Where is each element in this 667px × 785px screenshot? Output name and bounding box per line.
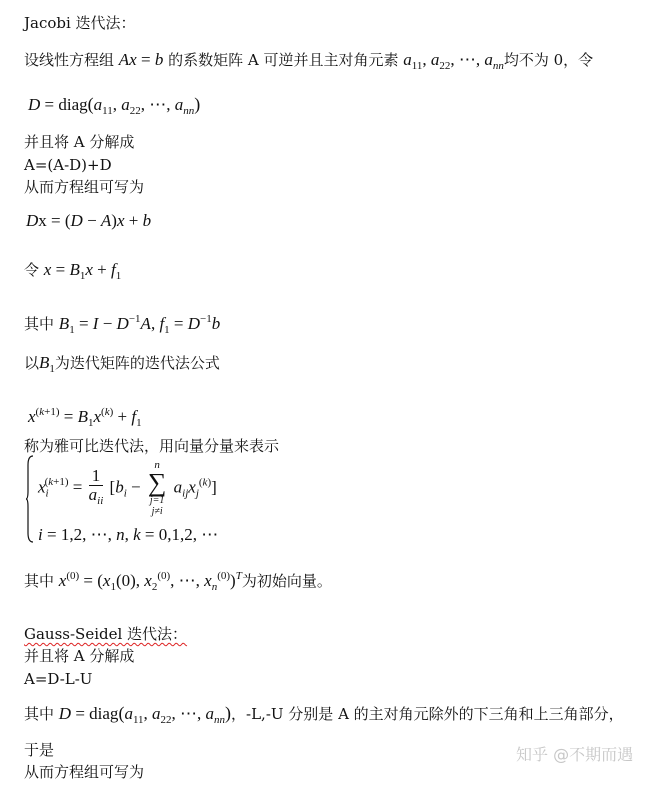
fraction-1-aii: $\frac{1}{a_{ii}}$ bbox=[88, 466, 104, 507]
let-line: 令 $x = B_1x + f_1$ bbox=[24, 260, 122, 282]
rewrite-text: 从而方程组可写为 bbox=[24, 178, 145, 196]
zhihu-watermark: 知乎 @不期而遇 bbox=[516, 745, 634, 764]
sum-symbol: n ∑ j=1 j≠i bbox=[147, 459, 167, 517]
jacobi-intro: 设线性方程组 Ax = b 的系数矩阵 A 可逆并且主对角元素 $a_{11}$, $a_{22}$, ⋯, $a_{nn}$均不为 0，令 bbox=[24, 50, 594, 72]
split-equation: A=(A-D)+D bbox=[24, 156, 112, 174]
formula-x-b1: $x = B_1x + f_1$ bbox=[43, 260, 122, 282]
formula-dx: Dx = (D − A)x + b bbox=[26, 211, 152, 230]
formula-gs-d-diag: $D = diag(a_{11}$, $a_{22}$, ⋯, $a_{nn}$) bbox=[58, 703, 232, 726]
formula-iteration: $x^{(k+1)} = B_1x^{(k)} + f_1$ bbox=[28, 406, 142, 429]
diagonal-elements: $a_{11}$, $a_{22}$, ⋯, $a_{nn}$ bbox=[403, 50, 504, 72]
formula-component: $x_i^{(k+1)}$ = $\frac{1}{a_{ii}}$ [$b_i$ − n ∑ j=1 j≠i $a_{ij}x_j^{(k)}$] bbox=[38, 459, 217, 517]
split-text: 并且将 A 分解成 bbox=[24, 133, 135, 151]
formula-initial-vector: $x^{(0)} = (x_1(0)$, $x_2^{(0)}$, ⋯, $x_n^{(0)})^T$ bbox=[58, 570, 242, 593]
gs-where-line: 其中 $D = diag(a_{11}$, $a_{22}$, ⋯, $a_{nn}$)，-L,-U 分别是 A 的主对角元除外的下三角和上三角部分， bbox=[24, 703, 624, 726]
initial-vector-line: 其中 $x^{(0)} = (x_1(0)$, $x_2^{(0)}$, ⋯, $x_n^{(0)})^T$为初始向量。 bbox=[24, 570, 332, 593]
gs-split-text: 并且将 A 分解成 bbox=[24, 647, 135, 665]
component-text: 称为雅可比迭代法，用向量分量来表示 bbox=[24, 437, 280, 455]
gs-rewrite-text: 从而方程组可写为 bbox=[24, 763, 145, 781]
formula-b1-f1: $B_1 = I - D^{-1}A$, $f_1 = D^{-1}b$ bbox=[58, 313, 221, 336]
jacobi-heading: Jacobi 迭代法： bbox=[24, 14, 136, 32]
equation-ax-b: Ax = b bbox=[118, 50, 164, 69]
formula-d-diag: $D = diag(a_{11}$, $a_{22}$, ⋯, $a_{nn}$) bbox=[28, 94, 201, 117]
where-line: 其中 $B_1 = I - D^{-1}A$, $f_1 = D^{-1}b$ bbox=[24, 313, 221, 336]
left-brace bbox=[26, 455, 34, 543]
gs-then-text: 于是 bbox=[24, 741, 55, 759]
iteration-text: 以$B_1$为迭代矩阵的迭代法公式 bbox=[24, 353, 220, 375]
gauss-seidel-heading: Gauss-Seidel 迭代法： bbox=[24, 625, 188, 643]
symbol-b1: $B_1$ bbox=[39, 353, 55, 375]
formula-indices: i = 1,2, ⋯, n, k = 0,1,2, ⋯ bbox=[38, 525, 219, 544]
gs-split-equation: A=D-L-U bbox=[24, 670, 93, 688]
